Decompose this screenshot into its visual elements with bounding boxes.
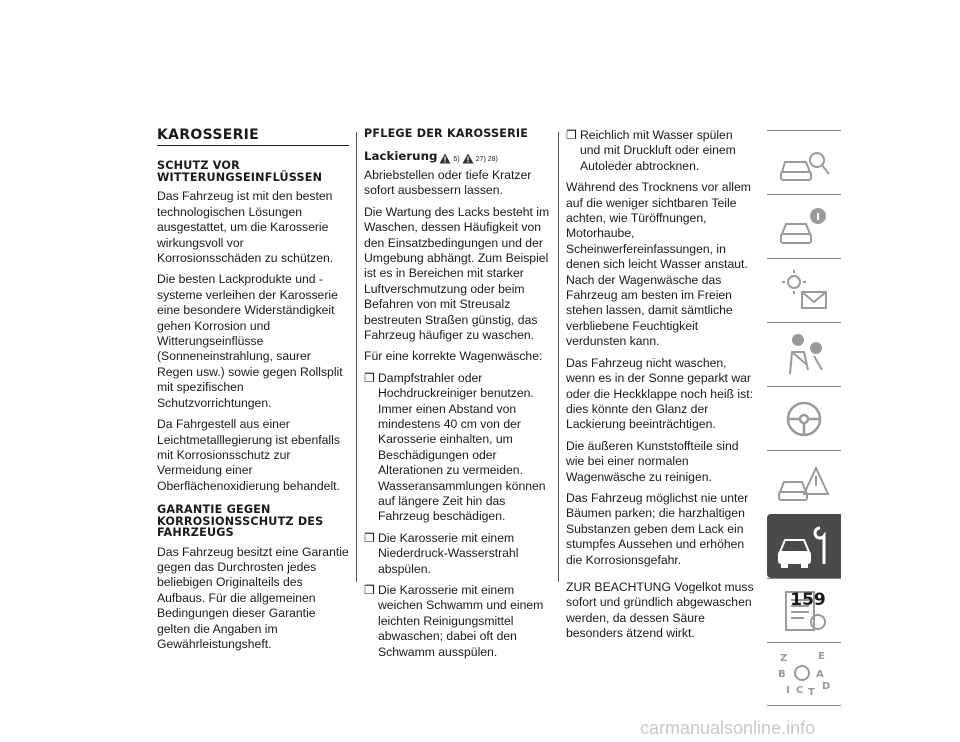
alphabetical-index-icon bbox=[776, 649, 832, 699]
column-divider bbox=[356, 132, 357, 582]
paragraph-note: ZUR BEACHTUNG Vogelkot muss sofort und gründlich abgewaschen werden, da dessen Säure besonders ätzend wirkt. bbox=[566, 579, 754, 641]
tab-safety[interactable] bbox=[767, 322, 841, 386]
chapter-tabs bbox=[767, 130, 841, 706]
paragraph: Die Wartung des Lacks besteht im Waschen, dessen Häufigkeit von den Einsatzbedingungen und der Umgebung abhängt. Zum Beispiel ist es in Bereichen mit starker Luftverschmutzung oder beim Befahren von mit Streusalz bestreuten Straßen günstig, das Fahrzeug häufiger zu waschen. bbox=[364, 204, 550, 342]
svg-text:I: I bbox=[786, 685, 790, 696]
section-title: KAROSSERIE bbox=[157, 128, 349, 146]
paragraph: Die besten Lackprodukte und -systeme verleihen der Karosserie eine besondere Widerständigkeit gehen Korrosion und Witterungseinflüsse (Sonneneinstrahlung, saurer Regen usw.) sowie gegen Rollsplit mit spezifischen Schutzvorrichtungen. bbox=[157, 272, 343, 410]
list-item bbox=[364, 531, 552, 577]
reference-note: 5) bbox=[453, 155, 460, 163]
list-item-text: Dampfstrahler oder Hochdruckreiniger benutzen. Immer einen Abstand von mindestens 40 cm von der Karosserie einhalten, um Beschädigungen oder Alterationen zu vermeiden. Wasseransammlungen können auf längere Zeit hin das Fahrzeug beschädigen. bbox=[378, 370, 546, 524]
paragraph: Die äußeren Kunststoffteile sind wie bei einer normalen Wagenwäsche zu reinigen. bbox=[566, 438, 739, 484]
page-number: 159 bbox=[790, 590, 826, 610]
subsection-title-corrosion-guarantee: GARANTIE GEGEN KORROSIONSSCHUTZ DES FAHRZEUGS bbox=[157, 503, 324, 540]
svg-text:D: D bbox=[822, 681, 831, 692]
paragraph: Das Fahrzeug möglichst nie unter Bäumen parken; die harzhaltigen Substanzen geben dem Lack ein stumpfes Aussehen und erhöhen die Korrosionsgefahr. bbox=[566, 490, 749, 567]
tab-warning-lights[interactable] bbox=[767, 258, 841, 322]
svg-text:T: T bbox=[808, 687, 815, 698]
column-2 bbox=[364, 128, 552, 666]
svg-text:Z: Z bbox=[780, 653, 788, 664]
car-wrench-icon bbox=[776, 522, 832, 572]
car-info-icon bbox=[776, 202, 832, 252]
subsection-title-weather-protection: SCHUTZ VOR WITTERUNGSEINFLÜSSEN bbox=[157, 159, 323, 184]
seatbelt-airbag-icon bbox=[776, 330, 832, 380]
tab-index[interactable] bbox=[767, 642, 841, 706]
car-magnifier-icon bbox=[776, 138, 832, 188]
checkbox-bullet-icon: ❒ bbox=[364, 530, 375, 545]
section-title-body-care: PFLEGE DER KAROSSERIE bbox=[364, 127, 529, 140]
tab-emergency[interactable] bbox=[767, 450, 841, 514]
tab-car-info[interactable] bbox=[767, 194, 841, 258]
tab-car-overview[interactable] bbox=[767, 130, 841, 194]
svg-text:E: E bbox=[818, 651, 825, 662]
list-item bbox=[566, 128, 754, 174]
column-1 bbox=[157, 128, 349, 658]
paragraph: Das Fahrzeug besitzt eine Garantie gegen das Durchrosten jedes beliebigen Originalteils des Aufbaus. Für die allgemeinen Bedingungen dieser Garantie gelten die Angaben im Gewährleistungsheft. bbox=[157, 544, 349, 652]
list-item bbox=[364, 583, 552, 660]
car-emergency-icon bbox=[776, 458, 832, 508]
subsection-title-paint bbox=[364, 149, 552, 164]
warning-triangle-icon bbox=[462, 153, 474, 164]
column-divider bbox=[558, 132, 559, 582]
checkbox-bullet-icon: ❒ bbox=[364, 583, 375, 598]
checkbox-bullet-icon: ❒ bbox=[566, 128, 577, 142]
warning-triangle-icon bbox=[439, 153, 451, 164]
paragraph: Für eine korrekte Wagenwäsche: bbox=[364, 349, 543, 364]
paragraph: Da Fahrgestell aus einer Leichtmetalllegierung ist ebenfalls mit Korrosionsschutz zur Vermeidung einer Oberflächenoxidierung behandelt. bbox=[157, 417, 340, 493]
warning-light-message-icon bbox=[776, 266, 832, 316]
steering-wheel-icon bbox=[776, 394, 832, 444]
tab-starting-driving[interactable] bbox=[767, 386, 841, 450]
svg-text:A: A bbox=[816, 669, 824, 680]
list-item-text: Die Karosserie mit einem Niederdruck-Wasserstrahl abspülen. bbox=[378, 530, 519, 576]
paragraph: Das Fahrzeug ist mit den besten technologischen Lösungen ausgestattet, um die Karosserie wirkungsvoll vor Korrosionsschäden zu schützen. bbox=[157, 189, 334, 266]
list-item-text: Die Karosserie mit einem weichen Schwamm und einem leichten Reinigungsmittel abwaschen; dabei oft den Schwamm ausspülen. bbox=[378, 583, 544, 659]
reference-note: 27) 28) bbox=[475, 155, 498, 163]
list-item-text: Reichlich mit Wasser spülen und mit Druckluft oder einem Autoleder abtrocknen. bbox=[580, 128, 736, 173]
paragraph: Abriebstellen oder tiefe Kratzer sofort ausbessern lassen. bbox=[364, 167, 532, 198]
paragraph: Das Fahrzeug nicht waschen, wenn es in der Sonne geparkt war oder die Heckklappe noch heiß ist: dies könnte den Glanz der Lackierung beeinträchtigen. bbox=[566, 355, 753, 432]
checkbox-bullet-icon: ❒ bbox=[364, 370, 375, 385]
list-item bbox=[364, 371, 552, 525]
svg-text:B: B bbox=[778, 669, 786, 680]
column-3 bbox=[566, 128, 754, 648]
subsection-title-text: Lackierung bbox=[364, 148, 438, 163]
tab-maintenance[interactable] bbox=[767, 514, 841, 578]
svg-text:C: C bbox=[796, 685, 804, 696]
watermark: carmanualsonline.info bbox=[640, 718, 816, 738]
tab-technical-data[interactable] bbox=[767, 578, 841, 642]
paragraph: Während des Trocknens vor allem auf die weniger sichtbaren Teile achten, wie Türöffnungen, Motorhaube, Scheinwerfereinfassungen, in denen sich leicht Wasser anstaut. Nach der Wagenwäsche das Fahrzeug am besten im Freien stehen lassen, damit sämtliche verbliebene Feuchtigkeit verdunsten kann. bbox=[566, 180, 751, 349]
